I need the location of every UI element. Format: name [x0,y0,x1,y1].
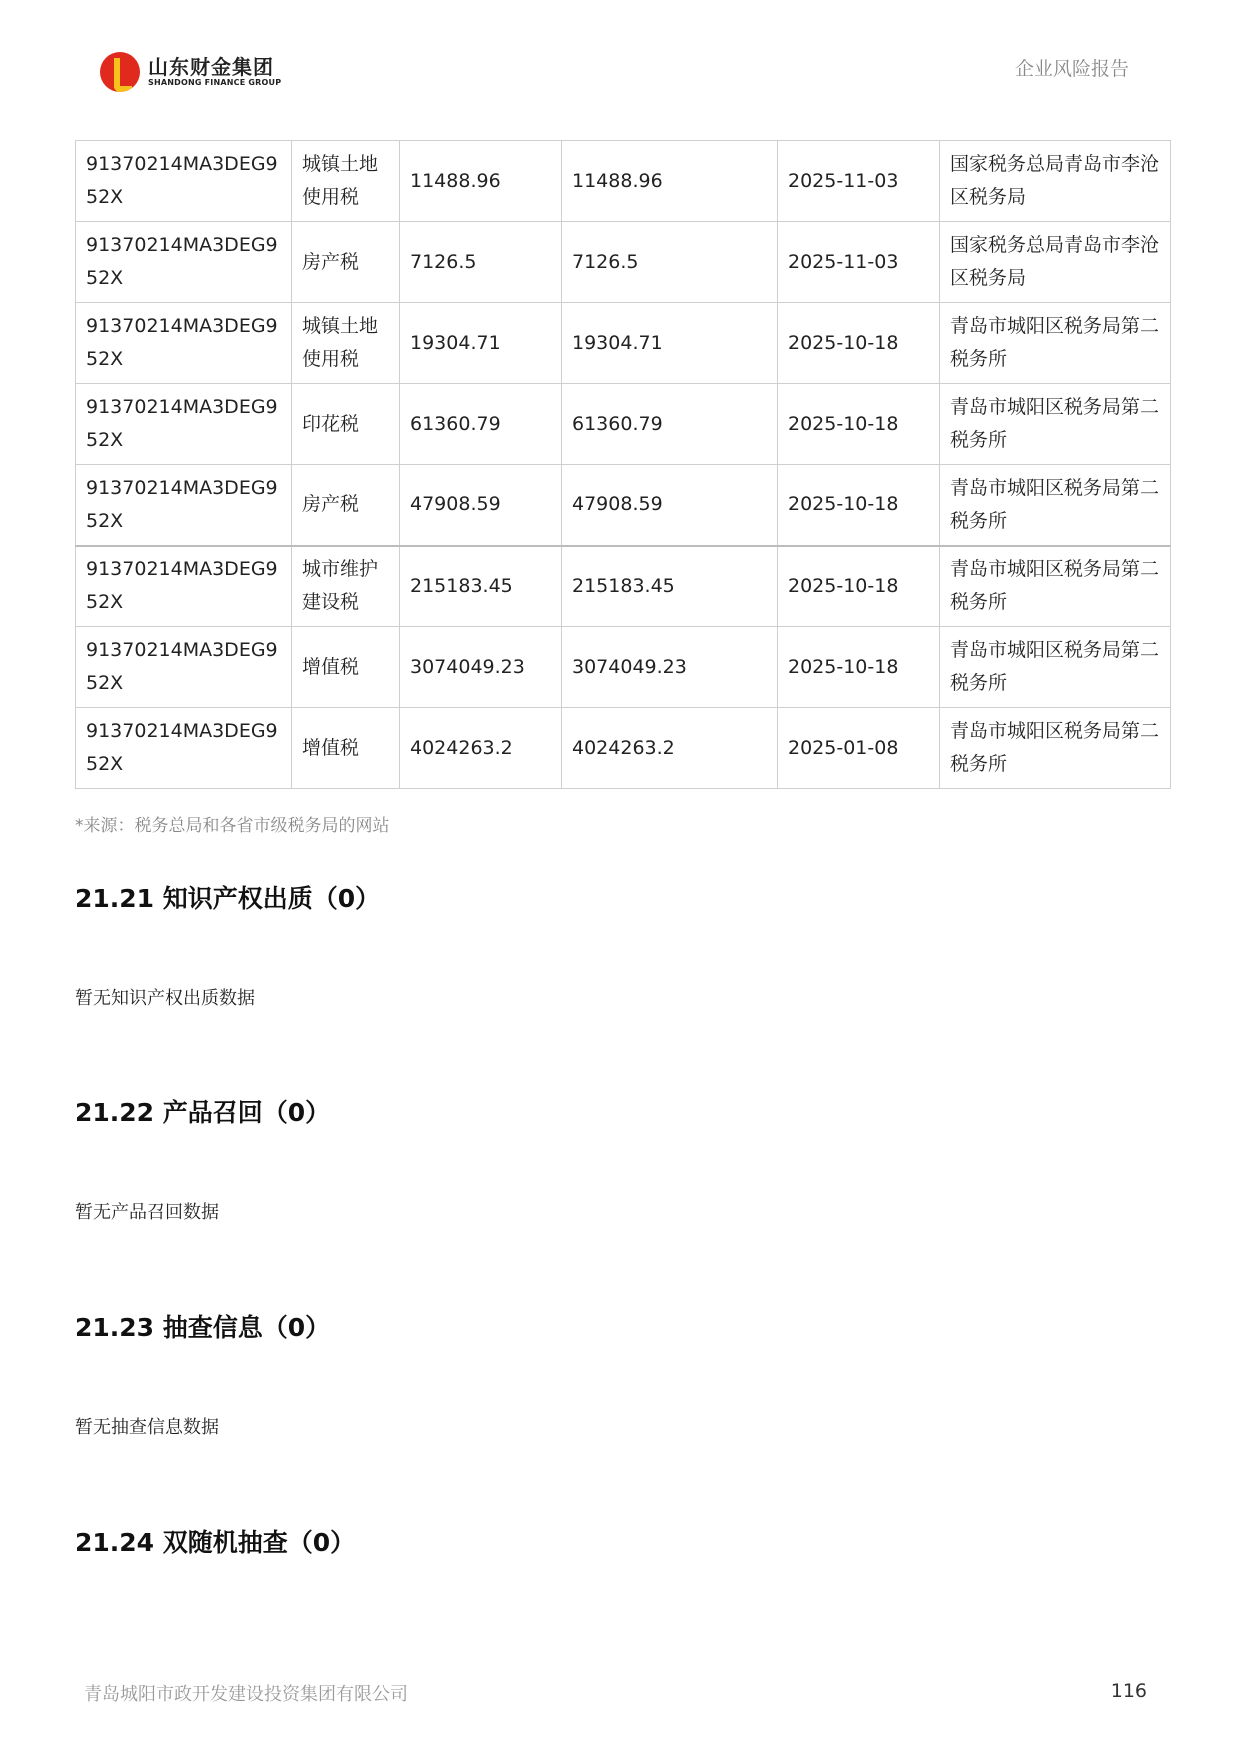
cell-amount-2: 7126.5 [562,222,778,303]
cell-taxpayer-id: 91370214MA3DEG952X [76,141,292,222]
table-row [76,384,1171,465]
cell-amount-2: 3074049.23 [562,627,778,708]
cell-tax-authority: 国家税务总局青岛市李沧区税务局 [940,222,1171,303]
table-row [76,141,1171,222]
cell-date: 2025-10-18 [778,303,940,384]
tax-table-body [76,141,1171,789]
cell-tax-type: 房产税 [292,222,400,303]
cell-tax-type: 印花税 [292,384,400,465]
cell-taxpayer-id: 91370214MA3DEG952X [76,627,292,708]
cell-tax-type: 房产税 [292,465,400,546]
cell-tax-type: 增值税 [292,708,400,789]
cell-tax-authority: 国家税务总局青岛市李沧区税务局 [940,141,1171,222]
cell-amount-2: 11488.96 [562,141,778,222]
cell-tax-type: 城镇土地使用税 [292,303,400,384]
cell-date: 2025-01-08 [778,708,940,789]
cell-amount: 11488.96 [400,141,562,222]
cell-amount-2: 61360.79 [562,384,778,465]
cell-date: 2025-11-03 [778,222,940,303]
logo-text [148,56,281,88]
cell-tax-authority: 青岛市城阳区税务局第二税务所 [940,384,1171,465]
cell-tax-authority: 青岛市城阳区税务局第二税务所 [940,465,1171,546]
cell-amount: 61360.79 [400,384,562,465]
table-row [76,627,1171,708]
table-row [76,303,1171,384]
cell-taxpayer-id: 91370214MA3DEG952X [76,546,292,627]
cell-amount-2: 19304.71 [562,303,778,384]
empty-message-product-recall: 暂无产品召回数据 [75,1202,219,1223]
cell-date: 2025-11-03 [778,141,940,222]
cell-date: 2025-10-18 [778,627,940,708]
cell-tax-authority: 青岛市城阳区税务局第二税务所 [940,627,1171,708]
section-heading-product-recall: 21.22 产品召回（0） [75,1098,331,1127]
cell-date: 2025-10-18 [778,384,940,465]
company-logo [100,50,281,94]
cell-tax-authority: 青岛市城阳区税务局第二税务所 [940,546,1171,627]
tax-table [75,140,1171,789]
cell-amount-2: 4024263.2 [562,708,778,789]
section-heading-double-random-check: 21.24 双随机抽查（0） [75,1528,356,1557]
cell-amount: 19304.71 [400,303,562,384]
source-note: *来源：税务总局和各省市级税务局的网站 [75,816,390,836]
cell-tax-type: 增值税 [292,627,400,708]
page-number: 116 [1110,1680,1147,1702]
cell-taxpayer-id: 91370214MA3DEG952X [76,384,292,465]
empty-message-spot-check: 暂无抽查信息数据 [75,1417,219,1438]
table-row [76,222,1171,303]
logo-english-name: SHANDONG FINANCE GROUP [148,78,282,87]
section-heading-spot-check: 21.23 抽查信息（0） [75,1313,331,1342]
table-row [76,708,1171,789]
cell-tax-type: 城市维护建设税 [292,546,400,627]
logo-mark-icon [100,52,140,92]
cell-taxpayer-id: 91370214MA3DEG952X [76,708,292,789]
cell-date: 2025-10-18 [778,546,940,627]
cell-tax-authority: 青岛市城阳区税务局第二税务所 [940,708,1171,789]
cell-amount: 3074049.23 [400,627,562,708]
cell-tax-authority: 青岛市城阳区税务局第二税务所 [940,303,1171,384]
cell-taxpayer-id: 91370214MA3DEG952X [76,303,292,384]
cell-amount-2: 215183.45 [562,546,778,627]
footer-company-name: 青岛城阳市政开发建设投资集团有限公司 [84,1684,408,1705]
cell-amount: 7126.5 [400,222,562,303]
cell-amount: 4024263.2 [400,708,562,789]
table-row [76,465,1171,546]
cell-date: 2025-10-18 [778,465,940,546]
table-row [76,546,1171,627]
logo-chinese-name: 山东财金集团 [148,55,274,79]
cell-taxpayer-id: 91370214MA3DEG952X [76,222,292,303]
cell-tax-type: 城镇土地使用税 [292,141,400,222]
report-title: 企业风险报告 [1015,58,1130,80]
cell-amount-2: 47908.59 [562,465,778,546]
empty-message-ip-pledge: 暂无知识产权出质数据 [75,988,255,1009]
section-heading-ip-pledge: 21.21 知识产权出质（0） [75,884,381,913]
cell-amount: 47908.59 [400,465,562,546]
cell-amount: 215183.45 [400,546,562,627]
cell-taxpayer-id: 91370214MA3DEG952X [76,465,292,546]
